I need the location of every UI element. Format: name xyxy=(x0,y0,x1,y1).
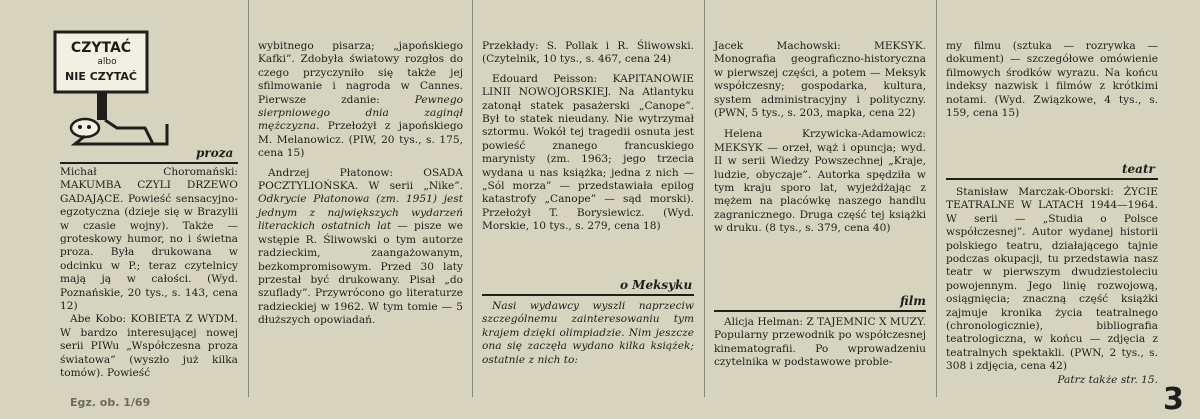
section-film: film xyxy=(900,294,926,308)
review-helman-cont: my filmu (sztuka — rozrywka — dokument) — szczegółowe omówienie filmowych środków wyrazu. Na końcu indeksy nazwisk i filmów z krótkimi notami. (Wyd. Związkowe, 4 tys., s. 159, cena 15) xyxy=(946,40,1158,120)
review-marczak: Stanisław Marczak-Oborski: ŻYCIE TEATRALNE W LATACH 1944—1964. W serii — „Studia o Polsce współczesnej”. Autor wydanej historii polskiego teatru, działającego tajnie podczas okupacji, tu przedstawia nasz teatr w pierwszym dwudziestoleciu powojennym. Jego linię rozwojową, osiągnięcia; znaczną część książki zajmuje kronika życia teatralnego (chronologicznie), bibliografia teatrologiczna, w końcu — zdjęcia z teatralnych spektakli. (PWN, 2 tys., s. 308 i zdjęcia, cena 42) xyxy=(946,186,1158,373)
review-peisson: Edouard Peisson: KAPITANOWIE LINII NOWOJORSKIEJ. Na Atlantyku zatonął statek pasażerski „Canope”. Był to statek nieudany. Nie wytrzymał sztormu. Wokół tej tragedii osnuta jest powieść znanego francuskiego marynisty (zm. 1963; jego trzecia wydana u nas książka; jedna z nich — „Sól morza” — przedstawiała epilog katastrofy „Canope” — sąd morski). Przełożył T. Borysiewicz. (Wyd. Morskie, 10 tys., s. 279, cena 18) xyxy=(482,72,694,233)
archive-stamp: Egz. ob. 1/69 xyxy=(70,396,151,409)
column-5 xyxy=(946,40,1158,120)
column-4-film xyxy=(714,316,926,370)
section-meksyku-underline xyxy=(482,294,694,296)
column-1 xyxy=(60,166,238,381)
column-rule xyxy=(936,0,937,397)
column-rule xyxy=(248,0,249,397)
section-proza-underline xyxy=(60,162,238,164)
review-kobo-cont: wybitnego pisarza; „japońskiego Kafki”. Zdobyła światowy rozgłos do czego przyczyniło się także jej sfilmowanie i nagroda w Cannes. Pierwsze zdanie: xyxy=(258,40,463,106)
review-choromanski: Michał Choromański: MAKUMBA CZYLI DRZEWO GADAJĄCE. Powieść sensacyjno-egzotyczna (dzieje się w Brazylii w czasie wojny). Także — groteskowy humor, no i świetna proza. Była drukowana w odcinku w P.; teraz czytelnicy mają ją w całości. (Wyd. Poznańskie, 20 tys., s. 143, cena 12) xyxy=(60,166,238,313)
section-film-underline xyxy=(714,310,926,312)
section-meksyku: o Meksyku xyxy=(620,278,693,292)
page-number: 3 xyxy=(1163,382,1184,417)
column-2 xyxy=(258,40,463,328)
column-4 xyxy=(714,40,926,236)
logo-post xyxy=(97,92,107,120)
review-machowski: Jacek Machowski: MEKSYK. Monografia geograficzno-historyczna w pierwszej części, a potem — Meksyk współczesny; gospodarka, kultura, system administracyjny i polityczny. (PWN, 5 tys., s. 203, mapka, cena 22) xyxy=(714,40,926,120)
column-3 xyxy=(482,40,694,234)
column-3-intro xyxy=(482,300,694,367)
czytac-logo xyxy=(45,28,173,150)
review-platonow-end: — pisze we wstępie R. Śliwowski o tym autorze radzieckim, zaangażowanym, bezkompromisowym. Przed 30 laty przestał być drukowany. Pisał „do szuflady”. Przywrócono go literaturze radzieckiej w 1962. W tym tomie — 5 dłuższych opowiadań. xyxy=(258,220,463,327)
logo-text-3: NIE CZYTAĆ xyxy=(65,70,137,83)
section-proza: proza xyxy=(196,146,234,160)
review-krzywicka: Helena Krzywicka-Adamowicz: MEKSYK — orzeł, wąż i opuncja; wyd. II w serii Wiedzy Powszechnej „Kraje, ludzie, obyczaje”. Autorka spędziła w tym kraju sporo lat, wyjeżdżając z mężem na placówkę naszego handlu zagranicznego. Druga część tej książki w druku. (8 tys., s. 379, cena 40) xyxy=(714,128,926,235)
intro-meksyk: Nasi wydawcy wyszli naprzeciw szczególnemu zainteresowaniu tym krajem dzięki olimpiadzie. Nim jeszcze ona się zaczęła wydano kilka książek; ostatnie z nich to: xyxy=(482,300,694,366)
section-teatr-underline xyxy=(946,178,1158,180)
logo-text-2: albo xyxy=(97,57,117,67)
review-platonow-translation: Przekłady: S. Pollak i R. Śliwowski. (Czytelnik, 10 tys., s. 467, cena 24) xyxy=(482,40,694,66)
logo-text-1: CZYTAĆ xyxy=(70,40,132,56)
column-5-teatr xyxy=(946,186,1158,387)
review-kobo: Abe Kobo: KOBIETA Z WYDM. W bardzo interesującej nowej serii PIWu „Współczesna proza światowa” (wyszło już kilka tomów). Powieść xyxy=(60,313,238,380)
review-kobo-end: Przełożył z japońskiego M. Melanowicz. (PIW, 20 tys., s. 175, cena 15) xyxy=(258,120,463,160)
review-platonow: Andrzej Płatonow: OSADA POCZTYLIOŃSKA. W serii „Nike”. xyxy=(258,166,463,193)
quote-platonow: Odkrycie Płatonowa (zm. 1951) jest jednym z największych wydarzeń literackich ostatnich lat xyxy=(258,193,463,233)
column-rule xyxy=(704,0,705,397)
quote-kobo: Pewnego sierpniowego dnia zaginął mężczyzna. xyxy=(258,93,463,133)
see-also-note: Patrz także str. 15. xyxy=(1057,373,1158,386)
column-rule xyxy=(472,0,473,397)
logo-face-icon xyxy=(71,119,99,137)
review-helman: Alicja Helman: Z TAJEMNIC X MUZY. Popularny przewodnik po współczesnej kinematografii. Po wprowadzeniu czytelnika w podstawowe proble- xyxy=(714,316,927,369)
section-teatr: teatr xyxy=(1122,162,1155,176)
